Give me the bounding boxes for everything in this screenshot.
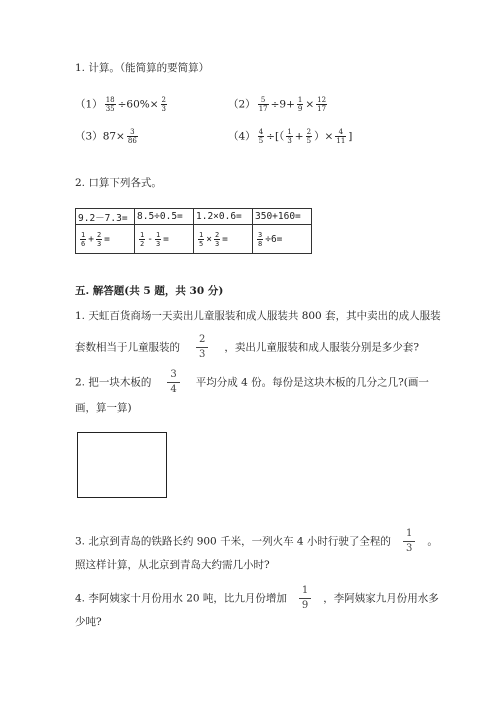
q1-title: 1. 计算。（能简算的要简算）	[75, 62, 210, 74]
table-cell: $\frac{1}{6}$ + $\frac{2}{3}$ =	[76, 225, 135, 254]
q1-problem-3: （3）87× $\frac{3}{86}$	[75, 128, 137, 145]
q1-problem-4: （4） $\frac{4}{5}$ ÷[（ $\frac{1}{3}$ + $\frac{2}{5}$ ）× $\frac{4}{11}$ ]	[228, 128, 353, 145]
problem-4-line-1: 4. 李阿姨家十月份用水 20 吨，比九月份增加 $\frac{1}{9}$ ，李阿姨家九月份用水多	[75, 585, 439, 611]
problem-1-line-2: 套数相当于儿童服装的 $\frac{2}{3}$ ，卖出儿童服装和成人服装分别是多少套?	[75, 334, 420, 360]
problem-1-line-1: 1. 天虹百货商场一天卖出儿童服装和成人服装共 800 套，其中卖出的成人服装	[75, 310, 441, 322]
q1-problem-1: （1） $\frac{18}{35}$ ÷60%× $\frac{2}{3}$	[75, 96, 167, 113]
table-cell: 8.5÷0.5=	[135, 209, 194, 225]
table-cell: 350+160=	[253, 209, 312, 225]
table-cell: $\frac{1}{2}$ - $\frac{1}{3}$ =	[135, 225, 194, 254]
problem-3-line-1: 3. 北京到青岛的铁路长约 900 千米，一列火车 4 小时行驶了全程的 $\frac{1}{3}$ 。	[75, 528, 438, 554]
q2-title: 2. 口算下列各式。	[75, 177, 162, 189]
problem-4-line-2: 少吨?	[75, 616, 102, 628]
drawing-box	[77, 432, 167, 498]
table-row	[76, 209, 312, 225]
table-cell: $\frac{1}{5}$ × $\frac{2}{3}$ =	[194, 225, 253, 254]
table-cell: 1.2×0.6=	[194, 209, 253, 225]
problem-3-line-2: 照这样计算，从北京到青岛大约需几小时?	[75, 559, 270, 571]
section-heading: 五. 解答题(共 5 题，共 30 分)	[75, 285, 224, 297]
problem-2-line-1: 2. 把一块木板的 $\frac{3}{4}$ 平均分成 4 份。每份是这块木板的几分之几?(画一	[75, 369, 429, 395]
table-row	[76, 225, 312, 254]
mental-math-table	[75, 208, 312, 254]
table-cell: 9.2－7.3=	[76, 209, 135, 225]
table-cell: $\frac{3}{8}$ ÷6=	[253, 225, 312, 254]
q1-problem-2: （2） $\frac{5}{17}$ ÷9+ $\frac{1}{9}$ × $\frac{12}{17}$	[228, 96, 327, 113]
problem-2-line-2: 画，算一算)	[75, 402, 132, 414]
